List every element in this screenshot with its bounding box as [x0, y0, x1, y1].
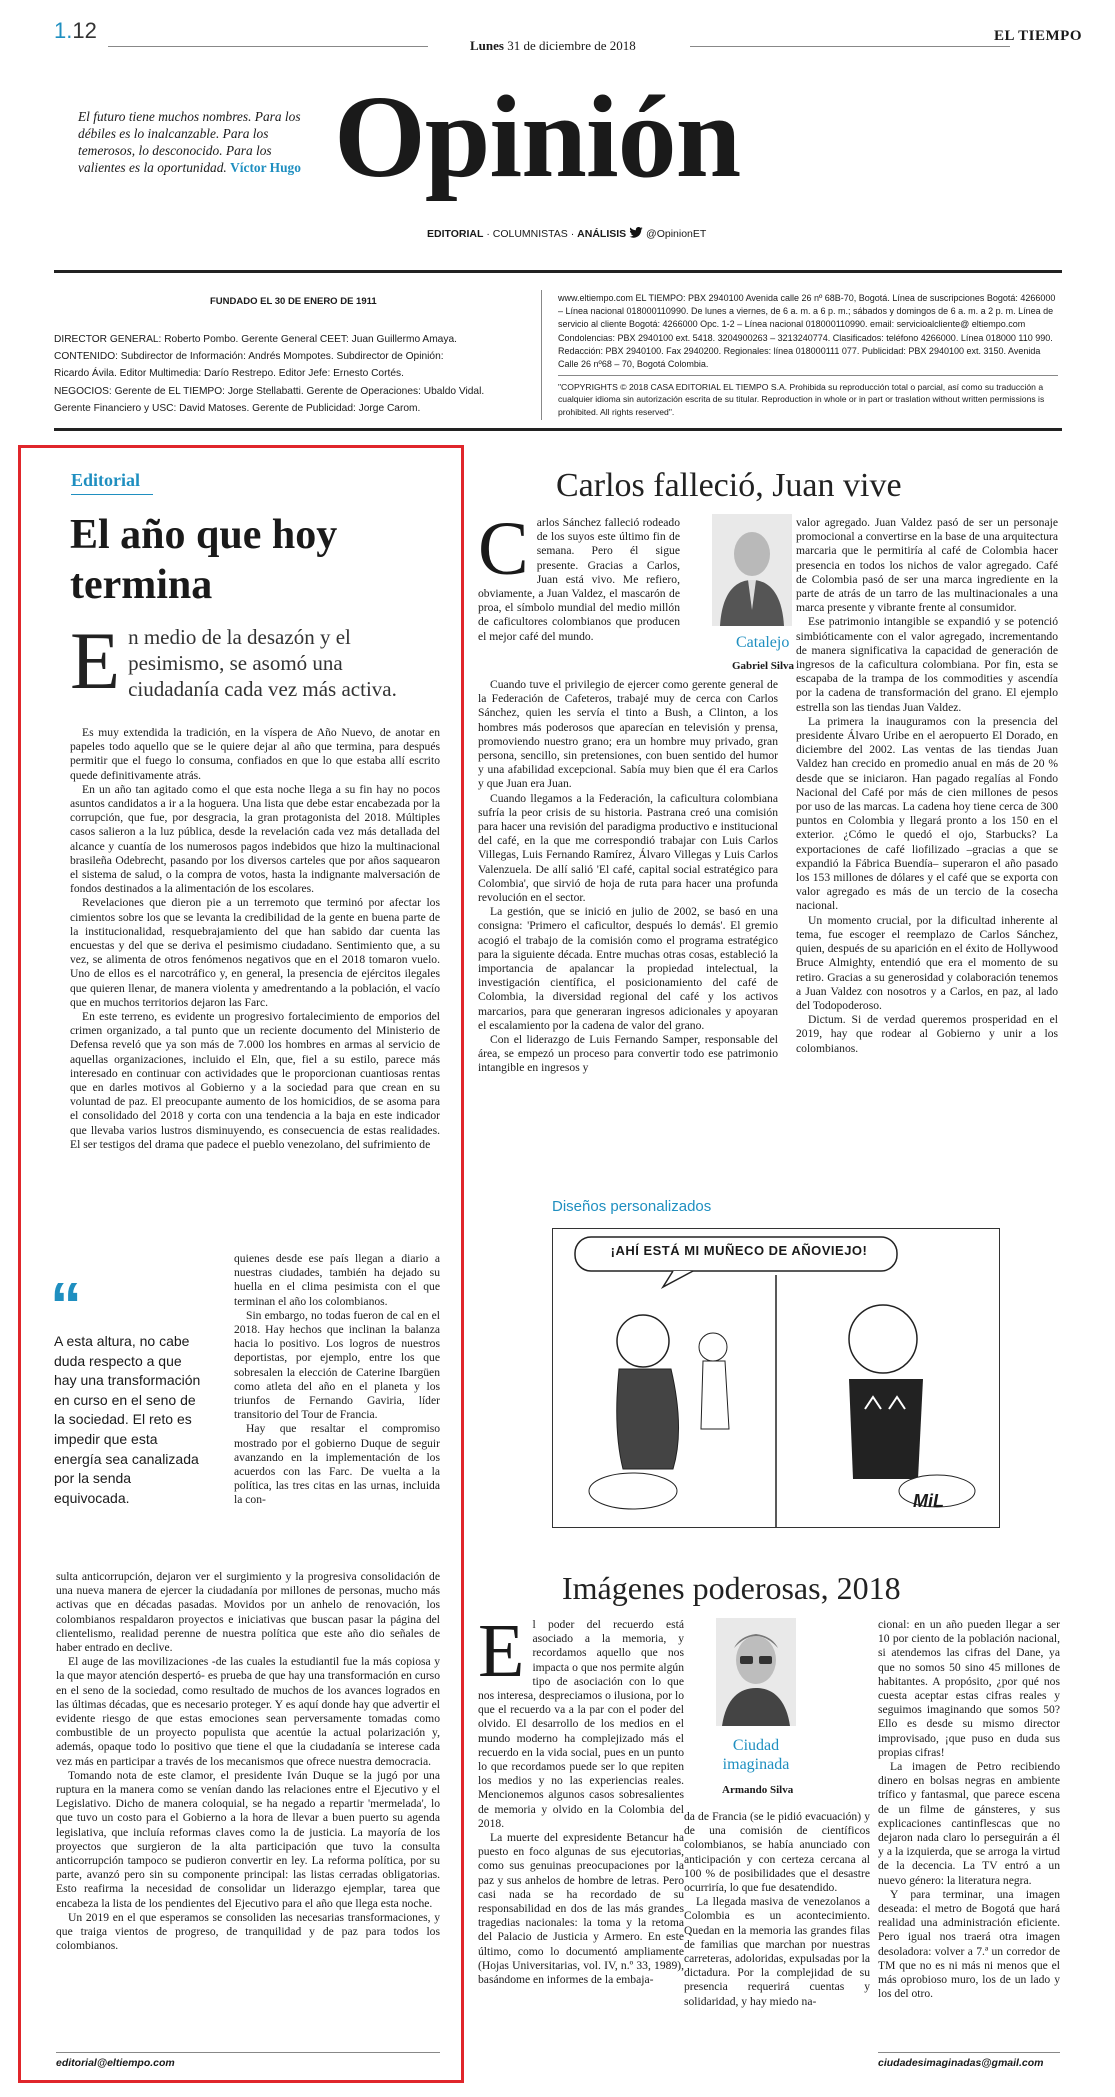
column1-dropcap: C: [478, 507, 529, 591]
column2-paragraph: La llegada masiva de venezolanos a Colombia es un acontecimiento. Quedan en la memoria las grandes filas de familias que marchan por nuestras carreteras, adoloridas, expulsadas por la dictadura. Por la complejidad de su presencia requerirá cuentas y solidaridad, y hay miedo na-: [684, 1895, 870, 2008]
editorial-paragraph: Un 2019 en el que esperamos se consoliden las necesarias transformaciones, y que traiga vientos de progreso, de tranquilidad y de paz para todos los colombianos.: [56, 1910, 440, 1953]
column1-paragraph: valor agregado. Juan Valdez pasó de ser un personaje promocional a convertirse en la base de una arquitectura marcaria que le permitiría al café de Colombia hacer presencia en todos los nichos de valor agregado. Café de Colombia pasó de ser una marca ingrediente en la parte de atrás de un tarro de las multinacionales a una marca presente y vibrante frente al consumidor.: [796, 516, 1058, 615]
column2-paragraph: La imagen de Petro recibiendo dinero en bolsas negras en ambiente trífico y fantasmal, que parece escena de un filme de gánsteres, y sus explicaciones cantinflescas que no dejaron nada claro lo perseguirán a él y a la izquierda, que se arroga la virtud de la decencia. La TV entró a un nuevo género: la literatura negra.: [878, 1760, 1060, 1887]
editorial-paragraph: Sin embargo, no todas fueron de cal en el 2018. Hay hechos que inclinan la balanza hacia lo positivo. Los logros de nuestros deportistas, por ejemplo, entre los que sobresalen la elección de Caterine Ibargüen como atleta del año en el planeta y los triunfos de Fernando Gaviria, líder transitorio del Tour de Francia.: [234, 1308, 440, 1422]
nav-twitter-handle[interactable]: @OpinionET: [646, 228, 707, 240]
editorial-paragraph: Tomando nota de este clamor, el presidente Iván Duque se la jugó por una ruptura en la manera como se venían dando las relaciones entre el Ejecutivo y el Legislativo. Dicho de manera coloquial, se ha negado a repartir 'mermelada', lo que tuvo un costo para el Gobierno a la hora de llevar a buen puerto su agenda legislativa, que incluía reformas claves como la de justicia. La mayoría de los proyectos que surgieron de la alta participación que tuvo la consulta anticorrupción tampoco se pudieron convertir en ley. La reforma política, por su parte, avanzó pero sin su componente principal: las listas cerradas obligatorias. Esto reafirma la necesidad de consolidar un liderazgo ejemplar, tarea que encabeza la lista de los pendientes del Ejecutivo para el año que llega esta noche.: [56, 1768, 440, 1910]
column1-body-b: [796, 516, 1058, 1056]
staff-line: DIRECTOR GENERAL: Roberto Pombo. Gerente General CEET: Juan Guillermo Amaya.: [54, 334, 457, 345]
column1-name: Catalejo: [736, 634, 790, 651]
author-photo-armando-silva: [716, 1618, 796, 1726]
kicker-underline: [71, 494, 153, 495]
editorial-pull-quote: A esta altura, no cabe duda respecto a que hay una transformación en curso en el seno de la sociedad. El reto es impedir que esta energía sea canalizada por la senda equivocada.: [54, 1333, 201, 1506]
editorial-paragraph: Es muy extendida la tradición, en la víspera de Año Nuevo, de anotar en papeles todo aquello que se le quiere dejar al año que termina, para después permitir que el fuego lo consuma, confiados en que lo que estaba allí escrito quede definitivamente atrás.: [70, 726, 440, 782]
section-title: Opinión: [334, 71, 741, 202]
editorial-headline: El año que hoy termina: [70, 512, 338, 608]
editorial-paragraph: En este terreno, es evidente un progresivo fortalecimiento de emporios del crimen organizado, a tal punto que un reciente documento del Ministerio de Defensa reveló que ya son más de 7.000 los hombres en armas al servicio de aquellas organizaciones, incluido el Eln, que, fiel a su estilo, parece más interesado en continuar con actividades que le proporcionan cuantiosas rentas que en darles motivos al Gobierno y a la sociedad para que crean en su voluntad de paz. El preocupante aumento de los homicidios, de se asoma para el consolidado del 2018 y corta con una tendencia a la baja en este indicador que llevaba varios lustros disminuyendo, es consecuencia de estas realidades. El ser testigos del drama que padece el pueblo venezolano, del sufrimiento de: [70, 1010, 440, 1151]
column1-intro: [478, 507, 680, 644]
column2-paragraph: Y para terminar, una imagen deseada: el metro de Bogotá que hará realidad una administración eficiente. Pero igual nos traerá otra imagen desoladora: volver a 7.ª un corredor de TM que no es ni más ni menos que el más oprobioso muro, los de un lado y los del otro.: [878, 1887, 1060, 2001]
column2-paragraph: cional: en un año pueden llegar a ser 10 por ciento de la población nacional, si atendemos las cifras del Dane, ya que no somos 50 sino 45 millones de habitantes. A propósito, ¿por qué nos cuesta aceptar estas cifras reales y seguimos imaginando que somos 50? Ello es desde su mismo director improvisado, ¡que puso en duda sus propias cifras!: [878, 1618, 1060, 1759]
issue-weekday: Lunes: [470, 38, 504, 53]
editorial-lead-dropcap: E: [70, 615, 121, 706]
column1-paragraph: La gestión, que se inició en julio de 2002, se basó en una consigna: 'Primero el caficultor, después lo demás'. El gremio acogió el trabajo de la comisión como el programa estratégico para la siguiente década. Entre muchas otras cosas, estableció la importancia de apalancar la propiedad intelectual, la investigación científica, el posicionamiento del café de Colombia, la diversidad regional del café y los activos marcarios, para que generaran ingresos adicionales y apoyaran el escalamiento por la cadena de valor del grano.: [478, 905, 778, 1032]
nav-analisis[interactable]: ANÁLISIS: [577, 228, 627, 240]
editorial-paragraph: Revelaciones que dieron pie a un terremoto que terminó por afectar los cimientos sobre los que se levanta la credibilidad de la gente en buena parte de la institucionalidad, resquebrajamiento del que han sabido dar cuenta las encuestas y del que se deriva el pesimismo ciudadano. Sentimiento que, a su vez, se alimenta de otros fenómenos negativos que en el 2018 tomaron vuelo. Uno de ellos es el narcotráfico y, en general, la presencia de ejércitos ilegales que quieren llenar, de manera violenta y amedrentando a la población, el vacío que en muchos territorios dejaron las Farc.: [70, 896, 440, 1009]
editorial-paragraph: Hay que resaltar el compromiso mostrado por el gobierno Duque de seguir avanzando en la implementación de los acuerdos con las Farc. De vuelta a la política, las tres citas en las urnas, incluida la con-: [234, 1422, 440, 1507]
masthead-copyright: "COPYRIGHTS © 2018 CASA EDITORIAL EL TIEMPO S.A. Prohibida su reproducción total o parcial, así como su traducción a cualquier idioma sin autorización escrita de su titular. Reproduction in whole or in part or traslation without written permissions is prohibited. All rights reserved".: [558, 382, 1045, 417]
staff-line: Ricardo Ávila. Editor Multimedia: Darío Restrepo. Editor Jefe: Ernesto Cortés.: [54, 368, 404, 380]
editorial-body-bottom: [56, 1570, 440, 1953]
column2-headline: Imágenes poderosas, 2018: [562, 1570, 901, 1606]
portrait-icon: [712, 514, 792, 626]
column1-paragraph: Un momento crucial, por la dificultad inherente al tema, fue escoger el reemplazo de Carlos Sánchez, quien, después de su aparición en el éxito de Hollywood Bruce Almighty, entendió que era el momento de su retiro. Gracias a su generosidad y colaboración tenemos a Juan Valdez con nosotros y a Carlos, en paz, al lado del Todopoderoso.: [796, 913, 1058, 1012]
column1-paragraph: Ese patrimonio intangible se expandió y se potenció simbióticamente con el valor agregado, incrementando de manera significativa la capacidad de generación de ingresos de la caficultura colombiana. Por fin, esta se escapaba de la trampa de los commodities y ascendía por la cadena de transformación del grano. El ejemplo estrella son las tiendas Juan Valdez.: [796, 615, 1058, 714]
cartoon-drawing: [553, 1229, 999, 1527]
cartoon-speech: ¡AHÍ ESTÁ MI MUÑECO DE AÑOVIEJO!: [610, 1243, 868, 1258]
editorial-body-top: [70, 726, 440, 1152]
column1-author[interactable]: Gabriel Silva: [732, 660, 795, 672]
editorial-paragraph: El auge de las movilizaciones -de las cuales la estudiantil fue la más copiosa y la que mayor atención despertó- es prueba de que hay una transformación en curso en el seno de la sociedad, como resultado de muchos de los avances logrados en las últimas décadas, que es necesario proteger. Y es aquí donde hay que advertir el evidente riesgo de que estas emociones sean perversamente tomadas como combustible de un proyecto populista que acentúe la actual polarización y, además, opaque todo lo positivo que tiene el que la ciudadanía se interese cada vez más en participar a través de los mecanismos que ofrece nuestra democracia.: [56, 1655, 440, 1768]
column1-intro-text: arlos Sánchez falleció rodeado de los suyos este último fin de semana. Pero él sigue presente. Gracias a Carlos, Juan está vivo. Me refiero, obviamente, a Juan Valdez, el mascarón de proa, el símbolo mundial del medio millón de caficultores colombianos que producen el mejor café del mundo.: [478, 516, 680, 643]
column1-paragraph: Cuando llegamos a la Federación, la caficultura colombiana sufría la peor crisis de su historia. Pastrana creó una comisión para hacer una revisión del paradigma productivo e institucional del café, en la que me correspondió trabajar con Luis Carlos Villegas, Luis Fernando Ramírez, Álvaro Villegas y Luis Carlos Valenzuela. De allí salió 'El café, capital social estratégico para Colombia', que sirvió de hoja de ruta para hacer una profunda revolución en el sector.: [478, 791, 778, 905]
column1-paragraph: La primera la inauguramos con la presencia del presidente Álvaro Uribe en el aeropuerto El Dorado, en diciembre del 2002. Las ventas de las tiendas Juan Valdez han crecido en promedio anual en más de 20 % desde que se iniciaron. Han pagado regalías al Fondo Nacional del Café por más de cien millones de pesos por uso de las marcas. La cadena hoy tiene cerca de 300 puntos en Colombia y llegará pronto a los 150 en el exterior. ¿Cómo le quedó el ojo, Starbucks? La exportaciones de café liofilizado –gracias a que se expandió la Fábrica Buendía– superaron el año pasado los 153 millones de dólares y el café que se exporta con valor agregado es más de un tercio de la cosecha nacional.: [796, 714, 1058, 913]
column2-paragraph: da de Francia (se le pidió evacuación) y de una comisión de científicos colombianos, se había anunciado con anticipación y con certeza cercana al 100 % de posibilidades que el desastre ocurriría, lo que fue desatendido.: [684, 1810, 870, 1895]
header-quote-author: Víctor Hugo: [230, 160, 301, 175]
column2-body-c: [878, 1618, 1060, 2001]
column1-paragraph: Dictum. Si de verdad queremos prosperidad en el 2019, hay que rodear al Gobierno y unir a los colombianos.: [796, 1013, 1058, 1055]
editorial-body-mid: [234, 1252, 440, 1508]
staff-line: NEGOCIOS: Gerente de EL TIEMPO: Jorge Stellabatti. Gerente de Operaciones: Ubaldo Vidal.: [54, 385, 485, 397]
column1-body-a: [478, 678, 778, 1076]
nav-columnistas[interactable]: COLUMNISTAS: [492, 228, 568, 240]
page-number: [54, 18, 97, 44]
section-nav: EDITORIAL · COLUMNISTAS · ANÁLISIS @OpinionET: [427, 228, 707, 240]
page-number-value: 12: [72, 18, 97, 43]
editorial-paragraph: quienes desde ese país llegan a diario a nuestras ciudades, también ha dejado su huella en el clima pesimista con el que terminan el año los colombianos.: [234, 1252, 440, 1308]
staff-line: Gerente Financiero y USC: David Matoses. Gerente de Publicidad: Jorge Carom.: [54, 402, 421, 414]
masthead-staff: [54, 331, 524, 417]
cartoon-image: [552, 1228, 1000, 1528]
cartoon-label: Diseños personalizados: [552, 1198, 712, 1215]
author-photo-gabriel-silva: [712, 514, 792, 626]
founded-line: FUNDADO EL 30 DE ENERO DE 1911: [210, 296, 377, 307]
editorial-email[interactable]: editorial@eltiempo.com: [56, 2057, 175, 2069]
editorial-paragraph: sulta anticorrupción, dejaron ver el surgimiento y la progresiva consolidación de una nueva manera de ejercer la ciudadanía por millones de personas, mucho más activas que en décadas pasadas. Movidos por un anhelo de renovación, los colombianos respaldaron proyectos e iniciativas que buscan pasar la página del clientelismo, realidad perenne de nuestra política que este año dio señales de haber entrado en declive.: [56, 1570, 440, 1655]
page-number-prefix: 1.: [54, 18, 73, 43]
nav-editorial[interactable]: EDITORIAL: [427, 228, 484, 240]
column2-body-b: [684, 1810, 870, 2009]
column2-paragraph-text: l poder del recuerdo está asociado a la memoria, y recordamos aquello que nos impacta o que nos permite algún tipo de asociación con lo que nos interesa, despreciamos o ilusiona, por lo que el recuerdo va a la par con el poder del olvido. El desarrollo de los medios en el mundo moderno ha complejizado más el recuerdo en la vida social, pues en un punto lo que recordamos puede ser lo que repiten los medios y no las experiencias reales. Mencionemos algunos casos sobresalientes de memoria y olvido en la Colombia del 2018.: [478, 1618, 684, 1830]
editorial-paragraph: En un año tan agitado como el que esta noche llega a su fin hay no pocos asuntos candidatos a ir a la hoguera. Una lista que debe estar encabezada por la corrupción, que fue, por desgracia, la gran protagonista del 2018. Múltiples casos salieron a la luz pública, desde la revelación cada vez más detallada del alcance y cuantía de los numerosos pagos indebidos que hizo la multinacional brasileña Odebrecht, pasando por los diversos carteles que por años saquearon el sistema de salud, o la compra de votos, hasta la indignante malversación de fondos destinados a la alimentación de los escolares.: [70, 782, 440, 896]
portrait-icon: [716, 1618, 796, 1726]
editorial-kicker[interactable]: Editorial: [71, 470, 141, 490]
column2-paragraph: [478, 1609, 684, 1831]
column1-paragraph: Con el liderazgo de Luis Fernando Samper, responsable del área, se empezó un proceso para convertir todo ese patrimonio intangible en ingresos y: [478, 1033, 778, 1075]
cartoon-signature: MiL: [913, 1491, 944, 1511]
editorial-lead-text: n medio de la desazón y el pesimismo, se asomó una ciudadanía cada vez más activa.: [128, 625, 397, 701]
header-quote-text: El futuro tiene muchos nombres. Para los débiles es lo inalcanzable. Para los temerosos, lo desconocido. Para los valientes es la oportunidad.: [78, 109, 301, 175]
header-quote: [78, 108, 318, 176]
column1-paragraph: Cuando tuve el privilegio de ejercer como gerente general de la Federación de Cafeteros, trabajé muy de cerca con Carlos Sánchez, quien les servía el tinto a Bush, a Clinton, a los hombres más poderosos que aparecían en televisión y prensa, promoviendo nuestro grano; era un hombre muy privado, gran persona, sencillo, sin pretensiones, con buen sentido del humor y una afabilidad excepcional. Sabía muy bien que él era Carlos y que Juan era Juan.: [478, 678, 778, 791]
column2-email[interactable]: ciudadesimaginadas@gmail.com: [878, 2057, 1044, 2069]
issue-date: [470, 38, 636, 54]
column2-dropcap: E: [478, 1609, 525, 1693]
column2-body-a: [478, 1609, 684, 1987]
column1-headline: Carlos falleció, Juan vive: [556, 467, 902, 504]
twitter-bird-icon[interactable]: [629, 227, 643, 238]
masthead-contact: www.eltiempo.com EL TIEMPO: PBX 2940100 Avenida calle 26 nº 68B-70, Bogotá. Línea de suscripciones Bogotá: 4266000 – Línea nacional 018000110990. De lunes a viernes, de 6 a. m. a 6 p. m.; sábados y domingos de 6 a. m. a 2 p. m. Línea de servicio al cliente Bogotá: 4266000 Opc. 1-2 – Línea nacional 018000110990. email: servicioalcliente@ eltiempo.com Condolencias: PBX 2940100 ext. 5418. 3204900263 – 3213240774. Clasificados: teléfono 4266000. Línea 018000 110 990. Redacción: PBX 2940100. Fax 2940200. Regionales: línea 018000111 077. Publicidad: PBX 2940100 ext. 3150. Avenida Calle 26 nº68 – 70, Bogotá Colombia.: [558, 293, 1056, 370]
issue-date-rest: 31 de diciembre de 2018: [503, 38, 636, 53]
brand-logo[interactable]: EL TIEMPO: [994, 28, 1082, 44]
staff-line: CONTENIDO: Subdirector de Información: Andrés Mompotes. Subdirector de Opinión:: [54, 351, 444, 363]
quote-mark-icon: “: [50, 1269, 82, 1341]
column2-author[interactable]: Armando Silva: [722, 1784, 794, 1796]
column2-paragraph: La muerte del expresidente Betancur ha puesto en foco algunas de sus ejecutorias, como sus genuinas preocupaciones por la paz y sus anhelos de hombre de letras. Pero casi nada se ha recordado de su responsabilidad en dos de las más grandes tragedias nacionales: la toma y la retoma del Palacio de Justicia y Armero. En este último, como lo documentó ampliamente (Hojas Universitarias, vol. IV, n.º 33, 1989), basándome en informes de la embaja-: [478, 1831, 684, 1987]
column2-name: Ciudad imaginada: [722, 1737, 790, 1773]
editorial-lead: [70, 615, 430, 706]
